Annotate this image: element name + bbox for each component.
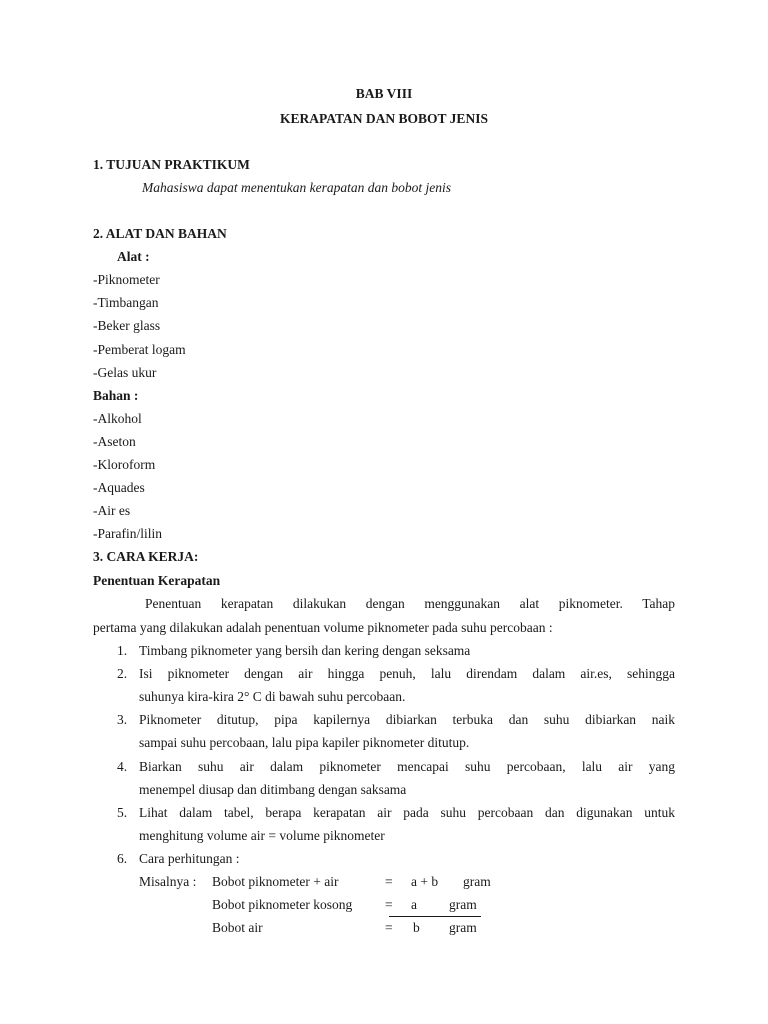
step-text: Cara perhitungan : <box>139 851 240 866</box>
bahan-item: -Alkohol <box>93 411 142 426</box>
bahan-item: -Aquades <box>93 480 145 495</box>
alat-item: -Piknometer <box>93 272 160 287</box>
alat-item: -Gelas ukur <box>93 365 157 380</box>
calc-label: Bobot piknometer kosong <box>212 897 353 912</box>
step-number: 5. <box>117 805 128 820</box>
section1-heading: 1. TUJUAN PRAKTIKUM <box>93 157 250 172</box>
alat-label: Alat : <box>117 249 150 264</box>
alat-item: -Timbangan <box>93 295 159 310</box>
calc-equals: = <box>385 874 393 889</box>
bahan-item: -Aseton <box>93 434 136 449</box>
step-text: sampai suhu percobaan, lalu pipa kapiler piknometer ditutup. <box>139 735 470 750</box>
calc-divider <box>389 916 481 917</box>
calc-value: a <box>411 897 417 912</box>
section3-heading: 3. CARA KERJA: <box>93 549 199 564</box>
bahan-item: -Kloroform <box>93 457 156 472</box>
calc-label: Bobot air <box>212 920 263 935</box>
section1-text: Mahasiswa dapat menentukan kerapatan dan bobot jenis <box>142 180 451 195</box>
step-text: Lihat dalam tabel, berapa kerapatan air pada suhu percobaan dan digunakan untuk <box>139 805 675 820</box>
calc-value: b <box>413 920 420 935</box>
step-number: 6. <box>117 851 128 866</box>
intro-line: pertama yang dilakukan adalah penentuan volume piknometer pada suhu percobaan : <box>93 620 553 635</box>
calc-unit: gram <box>449 920 477 935</box>
step-number: 4. <box>117 759 128 774</box>
intro-line: Penentuan kerapatan dilakukan dengan menggunakan alat piknometer. Tahap <box>145 596 675 611</box>
section3-subheading: Penentuan Kerapatan <box>93 573 221 588</box>
step-number: 3. <box>117 712 128 727</box>
bahan-item: -Parafin/lilin <box>93 526 162 541</box>
calc-unit: gram <box>449 897 477 912</box>
calc-value: a + b <box>411 874 439 889</box>
step-text: menempel diusap dan ditimbang dengan saksama <box>139 782 407 797</box>
step-text: suhunya kira-kira 2° C di bawah suhu percobaan. <box>139 689 406 704</box>
bahan-item: -Air es <box>93 503 131 518</box>
alat-item: -Beker glass <box>93 318 161 333</box>
step-text: Biarkan suhu air dalam piknometer mencapai suhu percobaan, lalu air yang <box>139 759 675 774</box>
calc-prefix: Misalnya : <box>139 874 197 889</box>
section2-heading: 2. ALAT DAN BAHAN <box>93 226 227 241</box>
calc-unit: gram <box>463 874 491 889</box>
calc-equals: = <box>385 920 393 935</box>
chapter-title: KERAPATAN DAN BOBOT JENIS <box>280 111 488 126</box>
calc-label: Bobot piknometer + air <box>212 874 339 889</box>
alat-item: -Pemberat logam <box>93 342 186 357</box>
step-text: menghitung volume air = volume piknometer <box>139 828 385 843</box>
step-number: 1. <box>117 643 128 658</box>
calc-equals: = <box>385 897 393 912</box>
step-text: Isi piknometer dengan air hingga penuh, lalu direndam dalam air.es, sehingga <box>139 666 675 681</box>
step-number: 2. <box>117 666 128 681</box>
bahan-label: Bahan : <box>93 388 139 403</box>
step-text: Timbang piknometer yang bersih dan kering dengan seksama <box>139 643 471 658</box>
chapter-number: BAB VIII <box>355 86 413 101</box>
step-text: Piknometer ditutup, pipa kapilernya dibiarkan terbuka dan suhu dibiarkan naik <box>139 712 675 727</box>
